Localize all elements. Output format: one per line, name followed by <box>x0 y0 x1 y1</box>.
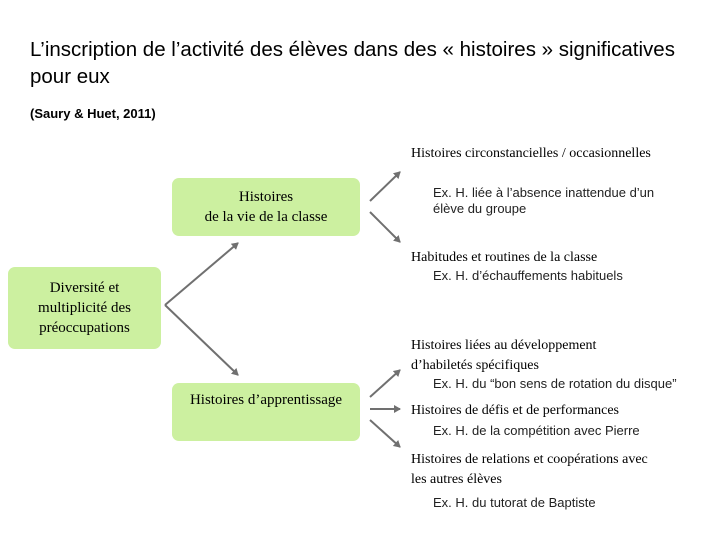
arrow-root-to-class-life <box>165 243 238 305</box>
branch-challenges-title: Histoires de défis et de performances <box>411 403 619 418</box>
citation: (Saury & Huet, 2011) <box>30 106 156 121</box>
learning-box-label: Histoires d’apprentissage <box>189 392 343 408</box>
branch-skills-title-line2: d’habiletés spécifiques <box>411 358 539 373</box>
arrow-learning-to-relations <box>370 420 400 447</box>
branch-skills-example: Ex. H. du “bon sens de rotation du disque” <box>433 376 677 391</box>
branch-circumstantial-title: Histoires circonstancielles / occasionnelles <box>411 146 651 161</box>
branch-relations-title-line2: les autres élèves <box>411 472 502 487</box>
branch-skills-title <box>411 336 596 376</box>
branch-challenges-example: Ex. H. de la compétition avec Pierre <box>433 423 640 438</box>
root-box-line3: préoccupations <box>39 320 130 336</box>
arrow-root-to-learning <box>165 305 238 375</box>
branch-relations-title-line1: Histoires de relations et coopérations avec <box>411 452 648 467</box>
arrow-class-life-to-circumstantial <box>370 172 400 201</box>
class-life-box-line1: Histoires <box>238 189 294 205</box>
branch-circumstantial-example: Ex. H. liée à l’absence inattendue d’un élève du groupe <box>433 185 655 216</box>
branch-habits-example: Ex. H. d’échauffements habituels <box>433 268 623 283</box>
learning-box <box>172 383 360 441</box>
root-box-line2: multiplicité des <box>38 300 131 316</box>
page-title: L’inscription de l’activité des élèves dans des « histoires » significatives pour eux <box>30 38 675 88</box>
class-life-box-line2: de la vie de la classe <box>204 209 328 225</box>
root-box <box>8 267 161 349</box>
branch-skills-title-line1: Histoires liées au développement <box>411 338 597 353</box>
arrow-learning-to-skills <box>370 370 400 397</box>
root-box-line1: Diversité et <box>49 280 120 296</box>
branch-relations-title <box>411 450 648 490</box>
branch-habits-title: Habitudes et routines de la classe <box>411 250 598 265</box>
arrow-class-life-to-habits <box>370 212 400 242</box>
branch-relations-example: Ex. H. du tutorat de Baptiste <box>433 495 596 510</box>
class-life-box <box>172 178 360 236</box>
